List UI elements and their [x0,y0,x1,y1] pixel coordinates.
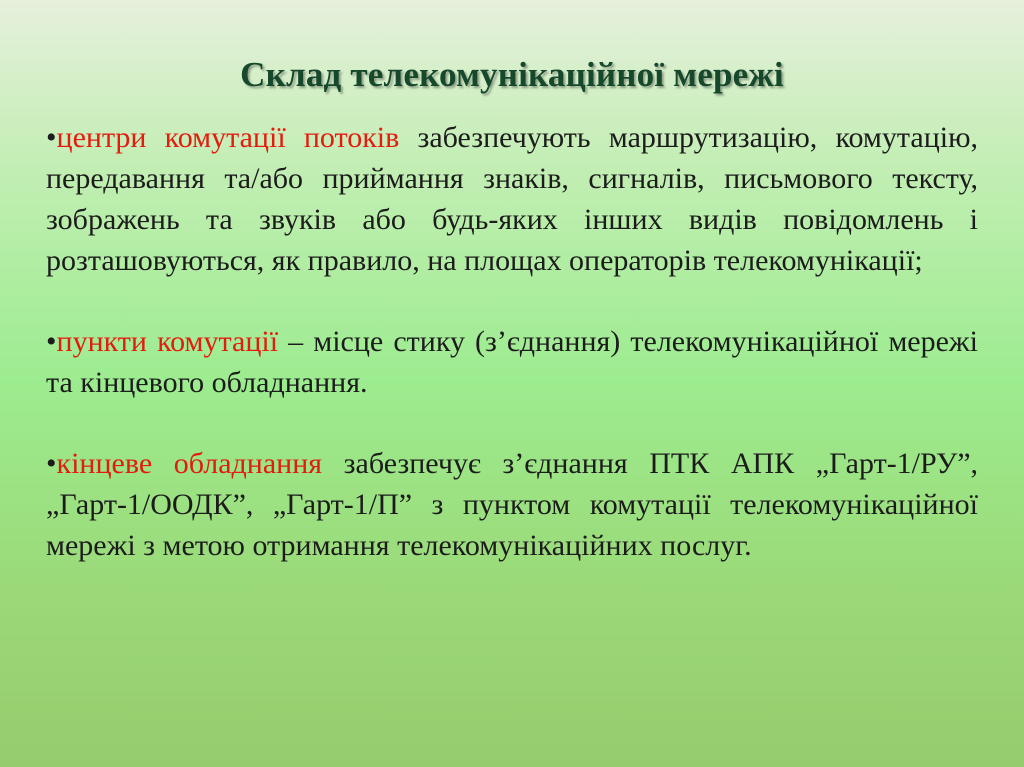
slide-title: Склад телекомунікаційної мережі [240,55,784,94]
bullet-text: – місце стику (з’єднання) телекомунікаційної мережі та кінцевого обладнання. [46,325,978,399]
bullet-marker: • [46,447,57,480]
bullet-item-terminal-equipment [46,443,978,566]
bullet-text: забезпечують маршрутизацію, комутацію, передавання та/або приймання знаків, сигналів, письмового тексту, зображень та звуків або будь-яких інших видів повідомлень і розташовуються, як правило, на площах операторів телекомунікації; [46,121,978,277]
bullet-text: забезпечує з’єднання ПТК АПК „Гарт-1/РУ”, „Гарт-1/ООДК”, „Гарт-1/П” з пунктом комутації телекомунікаційної мережі з метою отримання телекомунікаційних послуг. [46,447,979,562]
bullet-marker: • [46,325,57,358]
bullet-term: центри комутації потоків [56,121,400,154]
slide-content [46,117,978,566]
bullet-term: кінцеве обладнання [56,447,323,480]
bullet-item-switching-centers [46,117,978,281]
bullet-marker: • [46,121,57,154]
bullet-item-switching-points [46,321,978,403]
bullet-term: пункти комутації [56,325,279,358]
